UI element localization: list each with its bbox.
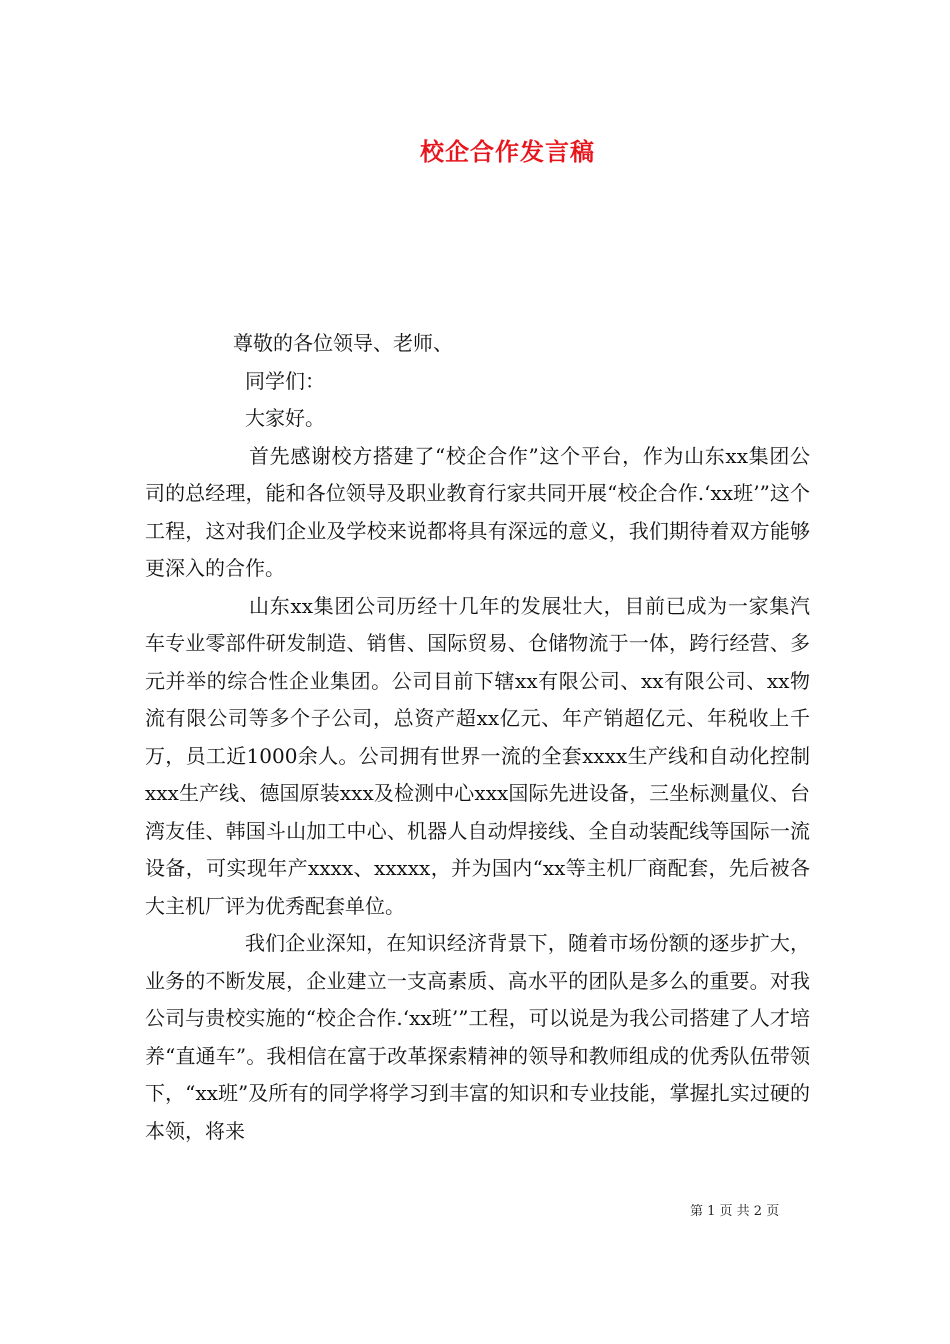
paragraph: 山东xx集团公司历经十几年的发展壮大，目前已成为一家集汽车专业零部件研发制造、销售、国际贸易、仓储物流于一体，跨行经营、多元并举的综合性企业集团。公司目前下辖xx有限公司、xx有限公司、xx物流有限公司等多个子公司，总资产超xx亿元、年产销超亿元、年税收上千万，员工近1000余人。公司拥有世界一流的全套xxxx生产线和自动化控制xxx生产线、德国原装xxx及检测中心xxx国际先进设备，三坐标测量仪、台湾友佳、韩国斗山加工中心、机器人自动焊接线、全自动装配线等国际一流设备，可实现年产xxxx、xxxxx，并为国内“xx等主机厂商配套，先后被各大主机厂评为优秀配套单位。 <box>145 593 810 918</box>
paragraph: 我们企业深知，在知识经济背景下，随着市场份额的逐步扩大，业务的不断发展，企业建立一支高素质、高水平的团队是多么的重要。对我公司与贵校实施的“校企合作.‘xx班’”工程，可以说是为我公司搭建了人才培养“直通车”。我相信在富于改革探索精神的领导和教师组成的优秀队伍带领下，“xx班”及所有的同学将学习到丰富的知识和专业技能，掌握扎实过硬的本领，将来 <box>145 931 810 1143</box>
greeting-line: 同学们： <box>245 368 325 393</box>
greeting-line: 尊敬的各位领导、老师、 <box>233 331 453 355</box>
greeting-line: 大家好。 <box>245 406 325 430</box>
document-title: 校企合作发言稿 <box>420 137 595 166</box>
page-number: 第 1 页 共 2 页 <box>690 1204 780 1219</box>
paragraph: 首先感谢校方搭建了“校企合作”这个平台，作为山东xx集团公司的总经理，能和各位领导及职业教育行家共同开展“校企合作.‘xx班’”这个工程，这对我们企业及学校来说都将具有深远的意义，我们期待着双方能够更深入的合作。 <box>145 443 810 580</box>
document-body <box>145 325 810 1150</box>
